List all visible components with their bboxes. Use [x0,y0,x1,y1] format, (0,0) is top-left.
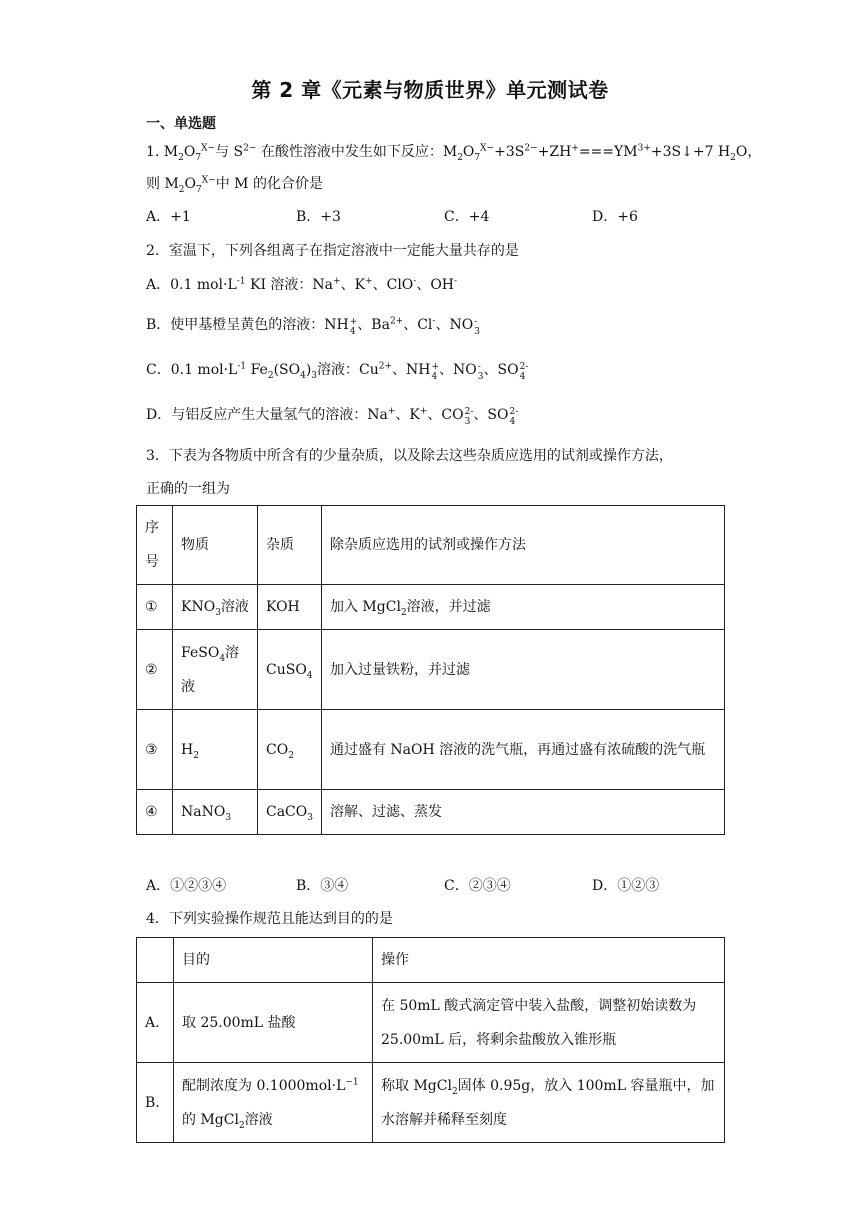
row-operation: 称取 MgCl$_2$固体 0.95g，放入 100mL 容量瓶中，加水溶解并稀释至刻度 [373,1063,725,1143]
row-impurity: CuSO$_4$ [258,630,322,710]
row-number: ④ [137,790,173,835]
header-cell: 操作 [373,938,725,983]
table-row [137,1063,725,1143]
row-substance: $H_2$ [173,710,258,790]
table-row [137,983,725,1063]
page-title: 第 2 章《元素与物质世界》单元测试卷 [251,78,609,102]
row-label: A. [137,983,174,1063]
q1-line1: 1. $M_2O_7^{X-}$与 $S^{2-}$ 在酸性溶液中发生如下反应：$M_2O_7^{X-}+3S^{2-}+ZH^+===YM^{3+}+3S↓+7$ $H_2O$， [146,143,762,163]
table-row [137,710,725,790]
q2-option-a[interactable]: A．0.1 $mol\cdot L^{-1}$ KI 溶液：Na+、K+、ClO-、OH- [146,276,458,293]
table-row [137,630,725,710]
q3-option-c[interactable]: C．②③④ [444,878,511,894]
q4-stem: 4．下列实验操作规范且能达到目的的是 [146,911,393,927]
row-substance: NaNO$_3$ [173,790,258,835]
header-cell: 除杂质应选用的试剂或操作方法 [321,506,724,585]
header-cell: 物质 [173,506,258,585]
q4-table [136,937,725,1143]
row-substance: FeSO$_4$溶液 [173,630,258,710]
section-heading: 一、单选题 [146,116,216,132]
row-method: 通过盛有 NaOH 溶液的洗气瓶，再通过盛有浓硫酸的洗气瓶 [321,710,724,790]
q1-line2: 则 $M_2O_7^{X-}$中 M 的化合价是 [146,175,323,195]
header-cell: 目的 [174,938,373,983]
q3-table [136,505,725,835]
row-number: ① [137,585,173,630]
row-substance: $KNO_3$溶液 [173,585,258,630]
q2-option-b[interactable]: B．使甲基橙呈黄色的溶液：NH + 4 、$Ba^{2+}$、Cl-、NO - 3 [146,316,480,337]
q1-option-b[interactable]: B．+3 [296,209,341,225]
q1-option-a[interactable]: A．+1 [146,209,191,225]
row-impurity: $CO_2$ [258,710,322,790]
q2-option-d[interactable]: D．与铝反应产生大量氢气的溶液：Na+、K+、CO 2- 3 、SO 2- 4 [146,406,519,427]
q3-option-d[interactable]: D．①②③ [592,878,660,894]
row-label: B. [137,1063,174,1143]
header-cell: 序号 [137,506,173,585]
row-method: 溶解、过滤、蒸发 [321,790,724,835]
q1-option-d[interactable]: D．+6 [592,209,638,225]
q2-stem: 2．室温下，下列各组离子在指定溶液中一定能大量共存的是 [146,243,519,259]
row-goal: 配制浓度为 $0.1000mol\cdot L^{-1}$ 的 MgCl$_2$溶液 [174,1063,373,1143]
q3-stem-line1: 3．下表为各物质中所含有的少量杂质，以及除去这些杂质应选用的试剂或操作方法， [146,448,673,464]
row-number: ③ [137,710,173,790]
row-number: ② [137,630,173,710]
row-method: 加入过量铁粉，并过滤 [321,630,724,710]
table-row [137,585,725,630]
row-method: 加入 MgCl$_2$溶液，并过滤 [321,585,724,630]
table-header-row [137,938,725,983]
q3-option-a[interactable]: A．①②③④ [146,878,227,894]
header-cell [137,938,174,983]
row-impurity: CaCO$_3$ [258,790,322,835]
table-header-row [137,506,725,585]
q3-stem-line2: 正确的一组为 [146,481,230,497]
q1-option-c[interactable]: C．+4 [444,209,490,225]
q3-option-b[interactable]: B．③④ [296,878,349,894]
row-operation: 在 50mL 酸式滴定管中装入盐酸，调整初始读数为 25.00mL 后，将剩余盐酸放入锥形瓶 [373,983,725,1063]
row-impurity: KOH [258,585,322,630]
row-goal: 取 25.00mL 盐酸 [174,983,373,1063]
q2-option-c[interactable]: C．0.1 $mol\cdot L^{-1}$ $Fe_2(SO_4)_3$溶液：$Cu^{2+}$、NH + 4 、NO - 3 、SO 2- 4 [146,361,529,382]
table-row [137,790,725,835]
header-cell: 杂质 [258,506,322,585]
